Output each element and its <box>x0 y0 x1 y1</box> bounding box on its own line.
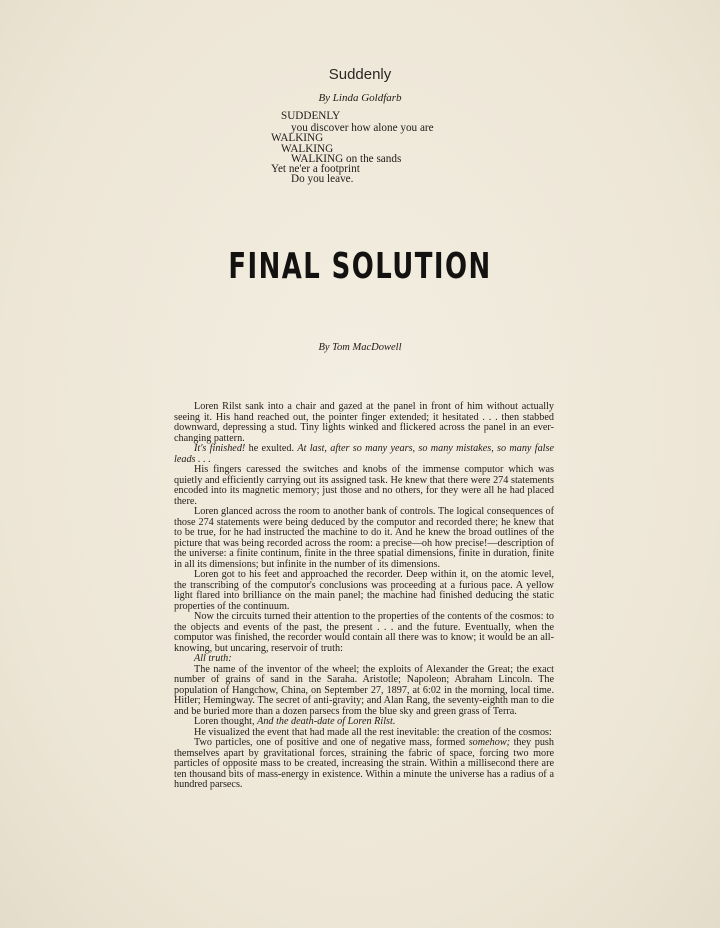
paragraph: He visualized the event that had made all the rest inevitable: the creation of the cosmos: <box>194 726 552 738</box>
poem-title: Suddenly <box>328 66 392 83</box>
poem-line: WALKING on the sands <box>291 153 402 165</box>
poem-line: Do you leave. <box>291 173 354 185</box>
paragraph: Loren glanced across the room to another bank of controls. The logical consequences of those 274 statements were being deduced by the computor and recorded there; he knew that to be true, for he had instructed the machine to do it. And he knew the broad outlines of the picture that was being recorded across the room: a precise—oh how precise!—description of the universe: a finite continum, finite in the three spatial dimensions, finite in duration, finite in all its dimensions; but infinite in the number of its dimensions. <box>174 506 554 570</box>
poem-author: By Linda Goldfarb <box>318 92 402 104</box>
emphasis: And the death-date of Loren Rilst. <box>257 716 396 727</box>
text-span: Loren thought, <box>194 716 258 727</box>
paragraph: The name of the inventor of the wheel; the exploits of Alexander the Great; the exact number of grains of sand in the Saraha. Aristotle; Napoleon; Abraham Lincoln. The population of Hangchow, China, on September 27, 1897, at 6:02 in the morning, local time. Hitler; Hemingway. The secret of anti-gravity; and Alan Rang, the seventy-eighth man to die and be buried more than a dozen parsecs from the blue sky and green grass of Terra. <box>174 663 554 717</box>
poem-line: you discover how alone you are <box>291 122 434 134</box>
paragraph <box>174 738 554 791</box>
paragraph <box>174 654 554 665</box>
paragraph <box>174 717 554 728</box>
article-title: FINAL SOLUTION <box>228 246 492 287</box>
poem-line: SUDDENLY <box>281 110 341 122</box>
article-author: By Tom MacDowell <box>318 342 402 353</box>
poem-line: WALKING <box>281 143 334 155</box>
emphasis: All truth: <box>194 653 232 664</box>
paragraph: Loren Rilst sank into a chair and gazed at the panel in front of him without actually seeing it. His hand reached out, the pointer finger extended; it hesitated . . . then stabbed downward, depressing a stud. Tiny lights winked and flickered across the panel in an ever-changing pattern. <box>174 401 554 444</box>
emphasis: It's finished! <box>194 443 246 454</box>
article-body <box>174 402 554 791</box>
paragraph: His fingers caressed the switches and knobs of the immense computor which was quietly and efficiently carrying out its assigned task. He knew that there were 274 statements encoded into its magnetic memory; just those and no others, for they were all he had placed there. <box>174 464 554 507</box>
poem-line: Yet ne'er a footprint <box>271 163 360 175</box>
paragraph <box>174 444 554 465</box>
emphasis: somehow; <box>468 737 511 748</box>
text-span: he exulted. <box>245 443 298 454</box>
text-span: Two particles, one of positive and one of negative mass, formed <box>194 737 469 748</box>
paragraph: Loren got to his feet and approached the recorder. Deep within it, on the atomic level, the transcribing of the computor's conclusions was proceeding at a furious pace. A yellow light flared into brilliance on the main panel; the machine had finished deducing the static properties of the continuum. <box>174 569 554 612</box>
paragraph: Now the circuits turned their attention to the properties of the contents of the cosmos: to the objects and events of the past, the present . . . and the future. Eventually, when the computor was finished, the recorder would contain all there was to know; it would be an all-knowing, but uncaring, reservoir of truth: <box>174 611 554 654</box>
text-span: they push themselves apart by gravitational forces, straining the fabric of space, forcing two more particles of opposite mass to be created, increasing the strain. Within a millisecond there are ten thousand bits of mass-energy in existence. Within a minute the universe has a radius of a hundred parsecs. <box>174 737 554 790</box>
emphasis: At last, after so many years, so many mistakes, so many false leads . . . <box>174 443 554 465</box>
poem-line: WALKING <box>271 132 324 144</box>
